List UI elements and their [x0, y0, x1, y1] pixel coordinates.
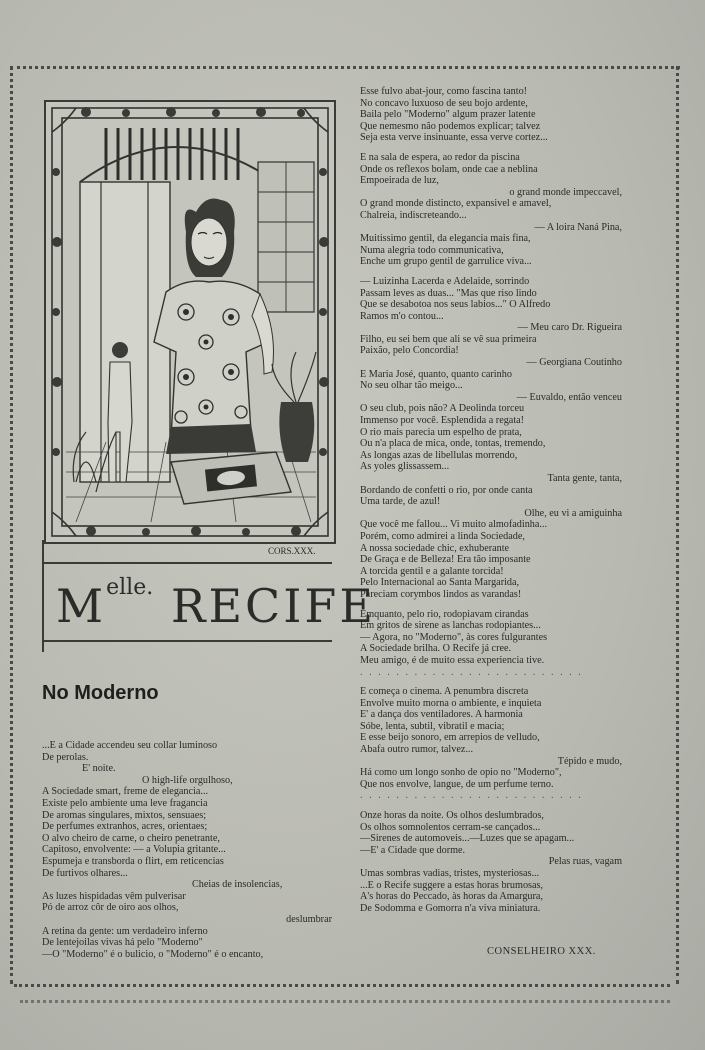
poem-line: Emquanto, pelo rio, rodopiavam cirandas — [360, 608, 529, 620]
poem-line: Olhe, eu vi a amiguinha — [524, 507, 622, 519]
poem-line: — Georgiana Coutinho — [526, 357, 622, 369]
woman-at-window-illustration — [46, 102, 334, 542]
poem-line: ...E o Recife suggere a estas horas brumosas, — [360, 879, 544, 891]
poem-line: Que nemesmo não podemos explicar; talvez — [360, 120, 541, 132]
illustration-frame — [44, 100, 336, 544]
poem-line: Que nos envolve, langue, de um perfume terno. — [360, 778, 554, 790]
poem-line: A Sociedade smart, freme de elegancia... — [42, 786, 209, 798]
poem-line: Seja esta verve insinuante, essa verve cortez... — [360, 132, 548, 144]
poem-line: Baila pelo "Moderno" algum prazer latente — [360, 109, 536, 121]
poem-line: O seu club, pois não? A Deolinda torceu — [360, 403, 525, 415]
poem-line: De perfumes extranhos, acres, orientaes; — [42, 821, 208, 833]
poem-line: —O "Moderno" é o bulicio, o "Moderno" é o encanto, — [42, 948, 264, 960]
author-signature: CONSELHEIRO XXX. — [487, 946, 596, 957]
poem-line: . . . . . . . . . . . . . . . . . . . . . . . . . — [360, 666, 583, 678]
poem-line: — Agora, no "Moderno", às cores fulgurantes — [360, 631, 548, 643]
poem-line: Umas sombras vadias, tristes, mysteriosas... — [360, 868, 540, 879]
poem-line: Onde os reflexos bolam, onde cae a neblina — [360, 163, 538, 175]
poem-line: Onze horas da noite. Os olhos deslumbrados, — [360, 810, 544, 822]
poem-line: O rio mais parecia um espelho de prata, — [360, 426, 522, 438]
poem-line: o grand monde impeccavel, — [509, 186, 622, 198]
left-dotted-border — [10, 66, 13, 984]
poem-line: Ramos m'o contou... — [360, 310, 444, 322]
poem-line: Porém, como admirei a linda Sociedade, — [360, 530, 525, 542]
poem-line: As yoles glissassem... — [360, 461, 450, 473]
poem-line: O high-life orgulhoso, — [142, 774, 233, 786]
poem-line: As longas azas de libellulas morrendo, — [360, 449, 518, 461]
poem-line — [360, 601, 622, 609]
masthead-sup: elle. — [106, 575, 154, 600]
poem-line: Immenso por você. Esplendida a regata! — [360, 415, 525, 427]
poem-line: Espumeja e transborda o flirt, em reticencias — [42, 855, 224, 867]
poem-line: —Sirenes de automoveis...—Luzes que se apagam... — [360, 833, 575, 845]
poem-line: A torcida gentil e a galante torcida! — [360, 565, 504, 577]
poem-line: — Meu caro Dr. Rigueira — [517, 322, 622, 334]
poem-line: De lentejoilas vivas há pelo "Moderno" — [42, 937, 203, 949]
poem-line: A retina da gente: um verdadeiro inferno — [42, 925, 208, 937]
poem-line: No seu olhar tão meigo... — [360, 380, 463, 392]
poem-line: Há como um longo sonho de opio no "Moderno", — [360, 767, 562, 779]
poem-line: Bordando de confetti o rio, por onde canta — [360, 484, 533, 496]
poem-line: De aromas singulares, mixtos, sensuaes; — [42, 809, 207, 821]
poem-line: Empoeirada de luz, — [360, 175, 439, 187]
top-dotted-border — [10, 66, 680, 69]
poem-line: Que você me fallou... Vi muito almofadinha... — [360, 519, 548, 531]
poem-line: E esse beijo sonoro, em arrepios de velludo, — [360, 732, 540, 744]
poem-line: O alvo cheiro de carne, o cheiro penetrante, — [42, 832, 220, 844]
right-dotted-border — [676, 66, 679, 984]
poem-line — [360, 268, 622, 276]
poem-line: — Luizinha Lacerda e Adelaide, sorrindo — [360, 275, 530, 287]
poem-line: ...E a Cidade accendeu seu collar luminoso — [42, 740, 218, 751]
bottom-dotted-border — [14, 984, 670, 987]
poem-line: E Maria José, quanto, quanto carinho — [360, 368, 512, 380]
poem-line: Pelas ruas, vagam — [548, 856, 622, 868]
poem-line: Sóbe, lenta, subtil, vibratil e macia; — [360, 720, 505, 732]
poem-line: Tépido e mudo, — [557, 755, 622, 767]
poem-line: De furtivos olhares... — [42, 867, 128, 879]
illustrator-signature: CORS.XXX. — [268, 546, 316, 556]
poem-line — [360, 144, 622, 152]
poem-line: Enche um grupo gentil de garrulice viva... — [360, 256, 532, 268]
poem-line: Paixão, pelo Concordia! — [360, 345, 459, 357]
poem-line: Pelo Internacional ao Santa Margarida, — [360, 577, 520, 589]
masthead-name: RECIFE — [170, 579, 376, 633]
poem-line: Pó de arroz côr de oiro aos olhos, — [42, 902, 179, 914]
poem-line: —E' a Cidade que dorme. — [360, 844, 466, 856]
poem-line: Esse fulvo abat-jour, como fascina tanto! — [360, 86, 528, 97]
poem-line: Numa alegria todo communicativa, — [360, 244, 504, 256]
poem-line: . . . . . . . . . . . . . . . . . . . . . . . . . — [360, 790, 583, 802]
poem-line: deslumbrar — [286, 913, 332, 925]
poem-line: E' noite. — [82, 763, 116, 775]
masthead-rule-left — [42, 540, 44, 652]
poem-line — [360, 802, 622, 810]
poem-line: Existe pelo ambiente uma leve fragancia — [42, 797, 208, 809]
poem-line: A's horas do Peccado, às horas da Amargura, — [360, 891, 543, 903]
right-poem-column — [360, 86, 622, 914]
poem-line: As luzes hispidadas vêm pulverisar — [42, 890, 186, 902]
poem-line: Chalreia, indiscreteando... — [360, 209, 467, 221]
poem-line: A nossa sociedade chic, exhuberante — [360, 542, 510, 554]
poem-line: Envolve muito morna o ambiente, e inquieta — [360, 697, 542, 709]
masthead-rule-bottom — [42, 640, 332, 642]
poem-line: Passam leves as duas... "Mas que riso lindo — [360, 287, 537, 299]
poem-line: Uma tarde, de azul! — [360, 496, 441, 508]
poem-line: E na sala de espera, ao redor da piscina — [360, 151, 520, 163]
article-title: No Moderno — [42, 682, 159, 704]
poem-line: De Sodomma e Gomorra n'a viva miniatura. — [360, 902, 541, 914]
poem-line: Pareciam corymbos lindos as varandas! — [360, 588, 522, 600]
poem-line: Tanta gente, tanta, — [547, 473, 622, 484]
poem-line: Meu amigo, é de muito essa experiencia tive. — [360, 654, 545, 666]
poem-line: De perolas. — [42, 751, 89, 763]
poem-line: Ou n'a placa de mica, onde, tontas, tremendo, — [360, 438, 546, 450]
poem-line: De Graça e de Belleza! Era tão imposante — [360, 554, 531, 566]
poem-line: Em gritos de sirene as lanchas rodopiantes... — [360, 620, 541, 632]
poem-line: Muitissimo gentil, da elegancia mais fina, — [360, 233, 531, 245]
poem-line — [360, 678, 622, 686]
poem-line: E começa o cinema. A penumbra discreta — [360, 686, 529, 698]
left-poem-column — [42, 740, 332, 960]
poem-line: E' a dança dos ventiladores. A harmonia — [360, 709, 523, 721]
poem-line: Cheias de insolencias, — [192, 879, 283, 891]
poem-line: — A loira Naná Pina, — [534, 221, 622, 233]
masthead-title — [56, 575, 376, 635]
bottom-outer-dotted-border — [20, 1000, 670, 1003]
poem-line: O grand monde distincto, expansivel e amavel, — [360, 198, 552, 210]
poem-line: No concavo luxuoso de seu bojo ardente, — [360, 97, 528, 109]
masthead-rule-top — [42, 562, 332, 564]
poem-line: A Sociedade brilha. O Recife já cree. — [360, 643, 512, 655]
poem-line: Os olhos somnolentos cerram-se cançados... — [360, 821, 541, 833]
poem-line: Filho, eu sei bem que ali se vê sua primeira — [360, 333, 537, 345]
poem-line: — Euvaldo, então venceu — [516, 391, 622, 403]
poem-line: Capitoso, envolvente: — a Volupia gritante... — [42, 844, 226, 856]
poem-line: Abafa outro rumor, talvez... — [360, 744, 474, 756]
masthead-prefix: M — [56, 579, 107, 633]
poem-line: Que se desabotoa nos seus labios..." O Alfredo — [360, 299, 551, 311]
